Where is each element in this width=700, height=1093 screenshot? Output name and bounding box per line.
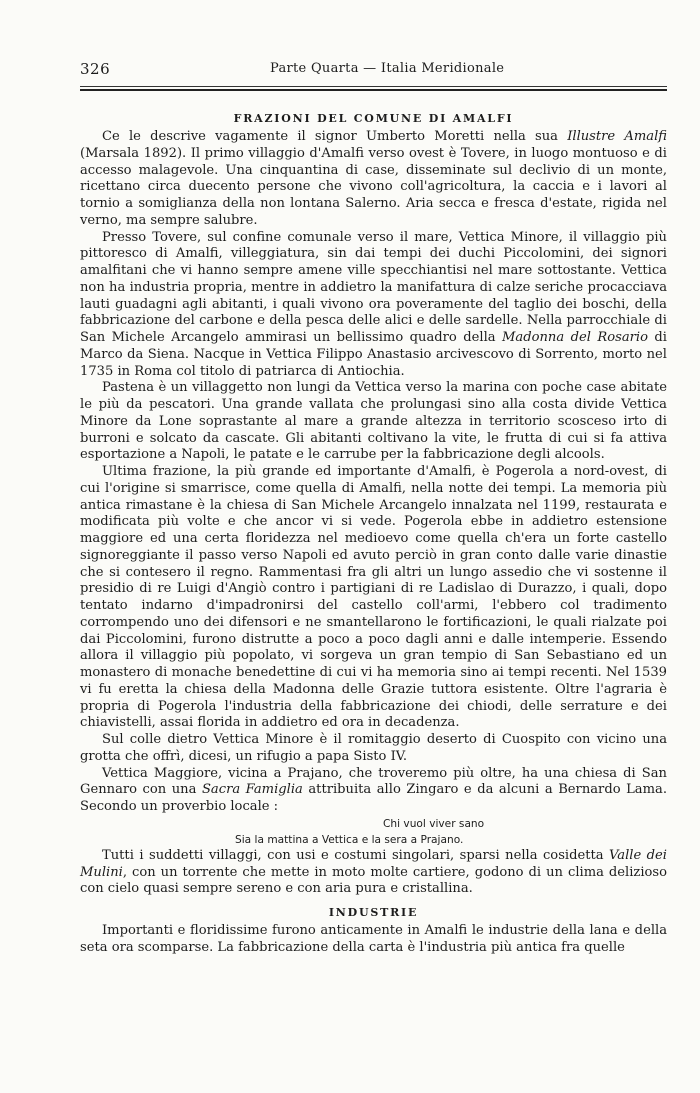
text-run: Presso Tovere, sul confine comunale verso il mare, Vettica Minore, il villaggio più pittoresco di Amalfi, villeggiatura, sin dai tempi dei duchi Piccolomini, dei signori amalfitani che vi hanno sempre amene ville specchiantisi nel mare sottostante. Vettica non ha industria propria, mentre in addietro la manifattura di calze seriche procacciava lauti guadagni agli abitanti, i quali vivono ora poveramente del taglio dei boschi, della fabbricazione del carbone e della pesca delle alici e delle sardelle. Nella parrocchiale di San Michele Arcangelo ammirasi un bellissimo quadro della [80,229,667,345]
header-rule-thick [80,89,667,91]
proverb-line: Sia la mattina a Vettica e la sera a Prajano. [235,833,464,846]
paragraph [80,230,667,381]
italic-title: Madonna del Rosario [502,330,648,345]
section-title-frazioni: FRAZIONI DEL COMUNE DI AMALFI [233,112,514,125]
text-run: Tutti i suddetti villaggi, con usi e costumi singolari, sparsi nella cosidetta [102,847,610,863]
paragraph [80,129,667,230]
text-run: Vettica Maggiore, vicina a Prajano, che troveremo più oltre, ha una chiesa di San Gennaro con una [80,765,667,798]
running-head: Parte Quarta — Italia Meridionale [270,61,505,76]
italic-title: Valle dei Mulini [80,847,667,880]
header-rule-thin [80,86,667,87]
text-run: , con un torrente che mette in moto molte cartiere, godono di un clima delizioso con cielo quasi sempre sereno e con aria pura e cristallina. [80,864,667,897]
section-gap [80,898,667,906]
text-run: (Marsala 1892). Il primo villaggio d'Amalfi verso ovest è Tovere, in luogo montuoso e di accesso malagevole. Una cinquantina di case, disseminate sul declivio di un monte, ricettano circa duecento persone che vivono coll'agricoltura, la caccia e i lavori al tornio a somiglianza della non lontana Salerno. Aria secca e fresca d'estate, rigida nel verno, ma sempre salubre. [80,145,667,228]
paragraph: Pastena è un villaggetto non lungi da Vettica verso la marina con poche case abitate le più da pescatori. Una grande vallata che prolungasi sino alla costa divide Vettica Minore da Lone soprastante al mare a grande altezza in territorio scosceso irto di burroni e solcato da cascate. Gli abitanti coltivano la vite, le frutta di cui si fa attiva esportazione a Napoli, le patate e le carrube per la fabbricazione degli alcools. [80,380,667,463]
section-title-industrie: INDUSTRIE [328,906,419,919]
page-number: 326 [80,60,111,78]
italic-title: Sacra Famiglia [201,782,303,798]
page-body [80,112,667,957]
page-header [80,60,667,82]
paragraph: Ultima frazione, la più grande ed importante d'Amalfi, è Pogerola a nord-ovest, di cui l'origine si smarrisce, come quella di Amalfi, nella notte dei tempi. La memoria più antica rimastane è la chiesa di San Michele Arcangelo innalzata nel 1199, restaurata e modificata più volte e che ancor vi si vede. Pogerola ebbe in addietro estensione maggiore ed una certa floridezza nel medioevo come quella ch'era un forte castello signoreggiante il passo verso Napoli ed avuto perciò in gran conto dalle varie dinastie che si contesero il regno. Rammentasi fra gli altri un lungo assedio che vi sostenne il presidio di re Luigi d'Angiò contro i partigiani di re Ladislao di Durazzo, i quali, dopo tentato indarno d'impadronirsi del castello coll'armi, l'ebbero col tradimento corrompendo uno dei difensori e ne smantellarono le fortificazioni, le quali rialzate poi dai Piccolomini, furono distrutte a poco a poco dagli anni e dalle intemperie. Essendo allora il villaggio più popolato, vi sorgeva un gran tempio di San Sebastiano ed un monastero di monache benedettine di cui vi ha memoria sino ai tempi recenti. Nel 1539 vi fu eretta la chiesa della Madonna delle Grazie tuttora esistente. Oltre l'agraria è propria di Pogerola l'industria della fabbricazione dei chiodi, delle serrature e dei chiavistelli, assai florida in addietro ed ora in decadenza. [80,464,667,731]
paragraph [80,766,667,816]
paragraph: Sul colle dietro Vettica Minore è il romitaggio deserto di Cuospito con vicino una grotta che offrì, dicesi, un rifugio a papa Sisto IV. [80,732,667,764]
text-run: di Marco da Siena. Nacque in Vettica Filippo Anastasio arcivescovo di Sorrento, morto nel 1735 in Roma col titolo di patriarca di Antiochia. [80,330,667,379]
paragraph [80,848,667,898]
proverb-line: Chi vuol viver sano [383,817,485,830]
text-run: Ce le descrive vagamente il signor Umberto Moretti nella sua [102,129,568,144]
paragraph: Importanti e floridissime furono anticamente in Amalfi le industrie della lana e della seta ora scomparse. La fabbricazione della carta è l'industria più antica fra quelle [80,923,667,955]
text-run: attribuita allo Zingaro e da alcuni a Bernardo Lama. Secondo un proverbio locale : [80,782,667,814]
proverb-quote [80,816,667,848]
italic-title: Illustre Amalfi [567,129,667,144]
